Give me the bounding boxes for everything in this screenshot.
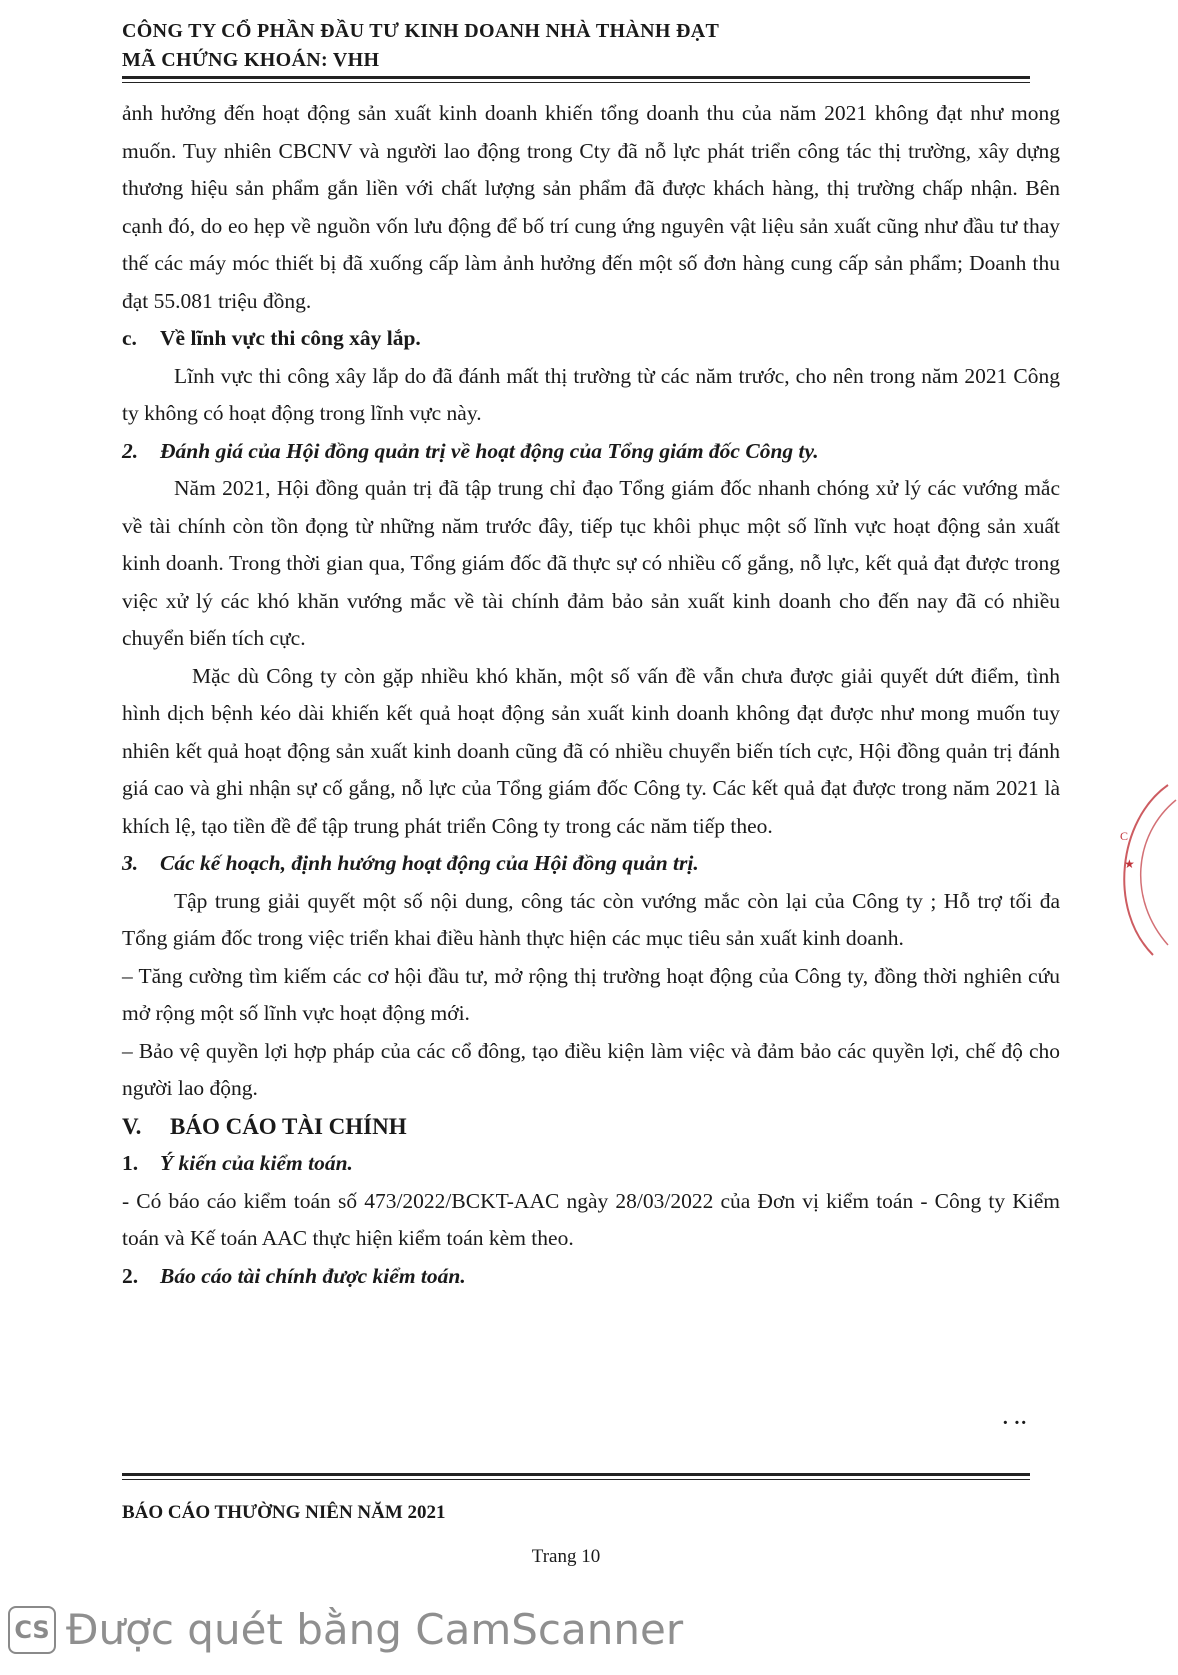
- section-number: 1.: [122, 1151, 139, 1175]
- section-title: Báo cáo tài chính được kiểm toán.: [160, 1263, 466, 1288]
- red-stamp-edge: [1098, 780, 1178, 960]
- bullet-paragraph: – Bảo vệ quyền lợi hợp pháp của các cổ đông, tạo điều kiện làm việc và đảm bảo các quyền lợi, chế độ cho người lao động.: [122, 1038, 1060, 1100]
- report-title: BÁO CÁO THƯỜNG NIÊN NĂM 2021: [122, 1502, 446, 1523]
- subsection-heading-2: [122, 1258, 1060, 1296]
- paragraph: - Có báo cáo kiểm toán số 473/2022/BCKT-AAC ngày 28/03/2022 của Đơn vị kiểm toán - Công ty Kiểm toán và Kế toán AAC thực hiện kiểm toán kèm theo.: [122, 1188, 1060, 1250]
- section-title: Đánh giá của Hội đồng quản trị về hoạt động của Tổng giám đốc Công ty.: [160, 438, 819, 463]
- subsection-heading-1: [122, 1145, 1060, 1183]
- paragraph: ảnh hưởng đến hoạt động sản xuất kinh doanh khiến tổng doanh thu của năm 2021 không đạt như mong muốn. Tuy nhiên CBCNV và người lao động trong Cty đã nỗ lực phát triển công tác thị trường, xây dựng thương hiệu sản phẩm gắn liền với chất lượng sản phẩm đã được khách hàng, thị trường chấp nhận. Bên cạnh đó, do eo hẹp về nguồn vốn lưu động để bố trí cung ứng nguyên vật liệu sản xuất cũng như đầu tư thay thế các máy móc thiết bị đã xuống cấp làm ảnh hưởng đến một số đơn hàng cung cấp sản phẩm; Doanh thu đạt 55.081 triệu đồng.: [122, 101, 1060, 313]
- section-number: 2.: [122, 438, 139, 463]
- section-title: Ý kiến của kiểm toán.: [160, 1151, 353, 1175]
- section-heading-v: [122, 1108, 1060, 1146]
- section-title: Về lĩnh vực thi công xây lắp.: [160, 326, 421, 350]
- scan-dots: · ··: [1002, 1412, 1028, 1434]
- header-rule-thin: [122, 82, 1030, 83]
- svg-text:★: ★: [1124, 857, 1135, 871]
- header-rule-thick: [122, 76, 1030, 79]
- paragraph: Mặc dù Công ty còn gặp nhiều khó khăn, một số vấn đề vẫn chưa được giải quyết dứt điểm, tình hình dịch bệnh kéo dài khiến kết quả hoạt động sản xuất kinh doanh không đạt được như mong muốn tuy nhiên kết quả hoạt động sản xuất kinh doanh cũng đã có nhiều chuyển biến tích cực, Hội đồng quản trị đánh giá cao và ghi nhận sự cố gắng, nỗ lực của Tổng giám đốc Công ty. Các kết quả đạt được trong năm 2021 là khích lệ, tạo tiền đề để tập trung phát triển Công ty trong các năm tiếp theo.: [122, 663, 1060, 838]
- section-number: 2.: [122, 1263, 139, 1288]
- document-body: [122, 95, 1060, 1295]
- section-heading-3: [122, 845, 1060, 883]
- footer-rule-thick: [122, 1473, 1030, 1476]
- camscanner-logo-icon: CS: [8, 1606, 56, 1654]
- section-number: 3.: [122, 851, 139, 875]
- paragraph: Năm 2021, Hội đồng quản trị đã tập trung chỉ đạo Tổng giám đốc nhanh chóng xử lý các vướng mắc về tài chính còn tồn đọng từ những năm trước đây, tiếp tục khôi phục một số lĩnh vực hoạt động sản xuất kinh doanh. Trong thời gian qua, Tổng giám đốc đã thực sự có nhiều cố gắng, nỗ lực, kết quả đạt được trong việc xử lý các khó khăn vướng mắc về tài chính đảm bảo sản xuất kinh doanh cho đến nay đã có nhiều chuyển biến tích cực.: [122, 476, 1060, 650]
- section-heading-2: [122, 433, 1060, 471]
- bullet-paragraph: – Tăng cường tìm kiếm các cơ hội đầu tư, mở rộng thị trường hoạt động của Công ty, đồng thời nghiên cứu mở rộng một số lĩnh vực hoạt động mới.: [122, 963, 1060, 1025]
- footer-rule-thin: [122, 1479, 1030, 1480]
- section-number: c.: [122, 326, 137, 350]
- camscanner-text: Được quét bằng CamScanner: [66, 1605, 684, 1654]
- section-title: Các kế hoạch, định hướng hoạt động của Hội đồng quản trị.: [160, 851, 699, 875]
- section-title: BÁO CÁO TÀI CHÍNH: [170, 1113, 407, 1139]
- section-heading-c: [122, 320, 1060, 358]
- page-number: Trang 10: [531, 1546, 601, 1567]
- company-name: CÔNG TY CỔ PHẦN ĐẦU TƯ KINH DOANH NHÀ THÀNH ĐẠT: [122, 20, 720, 42]
- svg-text:C: C: [1120, 829, 1129, 843]
- camscanner-watermark: [8, 1605, 683, 1654]
- section-number: V.: [122, 1113, 142, 1139]
- paragraph: Tập trung giải quyết một số nội dung, công tác còn vướng mắc còn lại của Công ty ; Hỗ trợ tối đa Tổng giám đốc trong việc triển khai điều hành thực hiện các mục tiêu sản xuất kinh doanh.: [122, 888, 1060, 950]
- stock-code: MÃ CHỨNG KHOÁN: VHH: [122, 49, 380, 71]
- paragraph: Lĩnh vực thi công xây lắp do đã đánh mất thị trường từ các năm trước, cho nên trong năm 2021 Công ty không có hoạt động trong lĩnh vực này.: [122, 363, 1060, 425]
